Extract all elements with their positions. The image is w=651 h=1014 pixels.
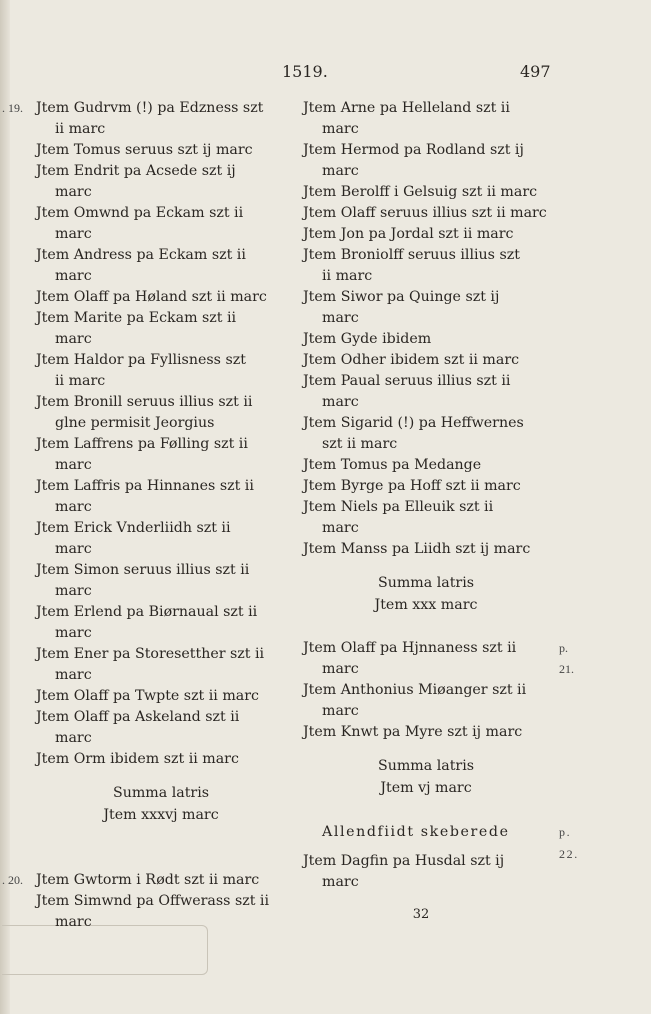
entry-line: Jtem Siwor pa Quinge szt ij	[303, 289, 500, 305]
entry-line: Jtem Gyde ibidem	[303, 331, 432, 347]
entry-continuation: marc	[55, 625, 92, 641]
ledger-entry	[36, 518, 286, 560]
entry-continuation: marc	[55, 184, 92, 200]
entry-line: Jtem Dagfin pa Husdal szt ij	[303, 853, 505, 869]
ledger-entry	[36, 749, 286, 770]
entry-line: Jtem Erlend pa Biørnaual szt ii	[36, 604, 258, 620]
left-column	[2, 98, 286, 933]
ledger-entry	[303, 140, 549, 182]
entry-line: Jtem Marite pa Eckam szt ii	[36, 310, 237, 326]
entry-continuation: marc	[55, 499, 92, 515]
ledger-entry	[2, 870, 286, 891]
entry-line: Jtem Haldor pa Fyllisness szt	[36, 352, 246, 368]
entry-continuation: marc	[322, 163, 359, 179]
entry-line: Jtem Bronill seruus illius szt ii	[36, 394, 253, 410]
margin-note: . 19.	[2, 101, 23, 115]
entry-line: Jtem Broniolff seruus illius szt	[303, 247, 520, 263]
entry-continuation: ii marc	[55, 121, 106, 137]
ledger-entry	[36, 392, 286, 434]
entry-line: Jtem Ener pa Storesetther szt ii	[36, 646, 265, 662]
right-summa-1	[303, 572, 549, 616]
entry-continuation: marc	[55, 541, 92, 557]
ledger-entry	[36, 350, 286, 392]
entry-line: Jtem Simwnd pa Offwerass szt ii	[36, 893, 269, 909]
ledger-entry	[36, 686, 286, 707]
entry-line: Jtem Knwt pa Myre szt ij marc	[303, 724, 523, 740]
ledger-entry	[303, 371, 549, 413]
entry-continuation: marc	[55, 226, 92, 242]
entry-continuation: marc	[55, 457, 92, 473]
left-entries	[2, 98, 286, 770]
entry-line: Jtem Anthonius Miøanger szt ii	[303, 682, 527, 698]
entry-line: Jtem Odher ibidem szt ii marc	[303, 352, 520, 368]
page-header	[0, 62, 651, 86]
left-entries-b	[2, 870, 286, 933]
ledger-entry	[36, 245, 286, 287]
entry-line: Jtem Manss pa Liidh szt ij marc	[303, 541, 531, 557]
entry-line: Jtem Omwnd pa Eckam szt ii	[36, 205, 244, 221]
entry-continuation: marc	[322, 520, 359, 536]
entry-line: Jtem Laffris pa Hinnanes szt ii	[36, 478, 254, 494]
ledger-entry	[303, 350, 549, 371]
ledger-entry	[303, 224, 549, 245]
entry-line: Jtem Orm ibidem szt ii marc	[36, 751, 239, 767]
ledger-entry	[303, 722, 549, 743]
margin-note: . 20.	[2, 873, 23, 887]
summa-total: Jtem vj marc	[380, 780, 472, 796]
ledger-entry	[36, 287, 286, 308]
signature-mark: 32	[412, 907, 430, 922]
entry-continuation: marc	[55, 268, 92, 284]
ledger-entry	[303, 851, 549, 893]
summa-total: Jtem xxx marc	[374, 597, 478, 613]
entry-line: Jtem Olaff pa Askeland szt ii	[36, 709, 240, 725]
entry-line: Jtem Simon seruus illius szt ii	[36, 562, 250, 578]
entry-line: Jtem Olaff pa Hjnnaness szt ii	[303, 640, 517, 656]
ledger-entry	[36, 203, 286, 245]
ledger-entry	[303, 203, 549, 224]
ledger-entry	[36, 434, 286, 476]
ledger-entry	[303, 287, 549, 329]
summa-label: Summa latris	[112, 785, 210, 801]
entry-line: Jtem Andress pa Eckam szt ii	[36, 247, 246, 263]
entry-continuation: marc	[55, 730, 92, 746]
ledger-entry	[36, 707, 286, 749]
ledger-entry	[36, 161, 286, 203]
summa-label: Summa latris	[377, 758, 475, 774]
entry-continuation: ii marc	[55, 373, 106, 389]
entry-line: Jtem Laffrens pa Følling szt ii	[36, 436, 248, 452]
entry-line: Jtem Gwtorm i Rødt szt ii marc	[36, 872, 260, 888]
entry-line: Jtem Hermod pa Rodland szt ij	[303, 142, 524, 158]
entry-continuation: marc	[55, 667, 92, 683]
ledger-entry	[303, 638, 574, 680]
ledger-entry	[303, 329, 549, 350]
section-heading-text: Allendfiidt skeberede	[322, 824, 510, 840]
ledger-entry	[36, 140, 286, 161]
right-entries-c	[303, 851, 549, 893]
right-summa-2	[303, 755, 549, 799]
ledger-entry	[303, 413, 549, 455]
header-year: 1519.	[282, 62, 328, 81]
ledger-entry	[303, 476, 549, 497]
entry-continuation: marc	[322, 121, 359, 137]
summa-label: Summa latris	[377, 575, 475, 591]
entry-continuation: marc	[322, 874, 359, 890]
ledger-entry	[2, 98, 286, 140]
ledger-entry	[36, 308, 286, 350]
ledger-entry	[36, 476, 286, 518]
entry-line: Jtem Tomus seruus szt ij marc	[36, 142, 253, 158]
ledger-entry	[303, 98, 549, 140]
entry-continuation: marc	[322, 703, 359, 719]
margin-note: p. 21.	[559, 641, 574, 676]
entry-line: Jtem Arne pa Helleland szt ii	[303, 100, 510, 116]
right-entries-b	[303, 638, 574, 743]
entry-continuation: ii marc	[322, 268, 373, 284]
entry-line: Jtem Olaff pa Høland szt ii marc	[36, 289, 267, 305]
entry-line: Jtem Byrge pa Hoff szt ii marc	[303, 478, 521, 494]
entry-line: Jtem Gudrvm (!) pa Edzness szt	[36, 100, 264, 116]
entry-line: Jtem Endrit pa Acsede szt ij	[36, 163, 236, 179]
entry-line: Jtem Jon pa Jordal szt ii marc	[303, 226, 514, 242]
ledger-entry	[303, 680, 549, 722]
entry-line: Jtem Paual seruus illius szt ii	[303, 373, 511, 389]
entry-continuation: glne permisit Jeorgius	[55, 415, 215, 431]
right-entries	[303, 98, 549, 560]
ledger-entry	[303, 245, 549, 287]
ledger-entry	[36, 602, 286, 644]
right-column	[303, 98, 579, 922]
ledger-entry	[36, 891, 286, 933]
ledger-entry	[303, 455, 549, 476]
page-number: 497	[520, 62, 551, 81]
left-summa	[36, 782, 286, 826]
entry-continuation: szt ii marc	[322, 436, 398, 452]
ledger-entry	[36, 560, 286, 602]
ledger-entry	[303, 539, 549, 560]
entry-line: Jtem Berolff i Gelsuig szt ii marc	[303, 184, 538, 200]
entry-continuation: marc	[55, 914, 92, 930]
page-binding-edge	[0, 0, 10, 1014]
ledger-entry	[36, 644, 286, 686]
entry-line: Jtem Olaff seruus illius szt ii marc	[303, 205, 547, 221]
entry-continuation: marc	[322, 394, 359, 410]
ledger-entry	[303, 497, 549, 539]
entry-line: Jtem Niels pa Elleuik szt ii	[303, 499, 494, 515]
summa-total: Jtem xxxvj marc	[103, 807, 219, 823]
entry-line: Jtem Olaff pa Twpte szt ii marc	[36, 688, 259, 704]
section-margin-note: p. 22.	[559, 825, 579, 861]
ledger-entry	[303, 182, 549, 203]
entry-line: Jtem Sigarid (!) pa Heffwernes	[303, 415, 524, 431]
entry-line: Jtem Tomus pa Medange	[303, 457, 482, 473]
entry-continuation: marc	[322, 661, 359, 677]
entry-line: Jtem Erick Vnderliidh szt ii	[36, 520, 231, 536]
entry-continuation: marc	[55, 331, 92, 347]
entry-continuation: marc	[322, 310, 359, 326]
entry-continuation: marc	[55, 583, 92, 599]
